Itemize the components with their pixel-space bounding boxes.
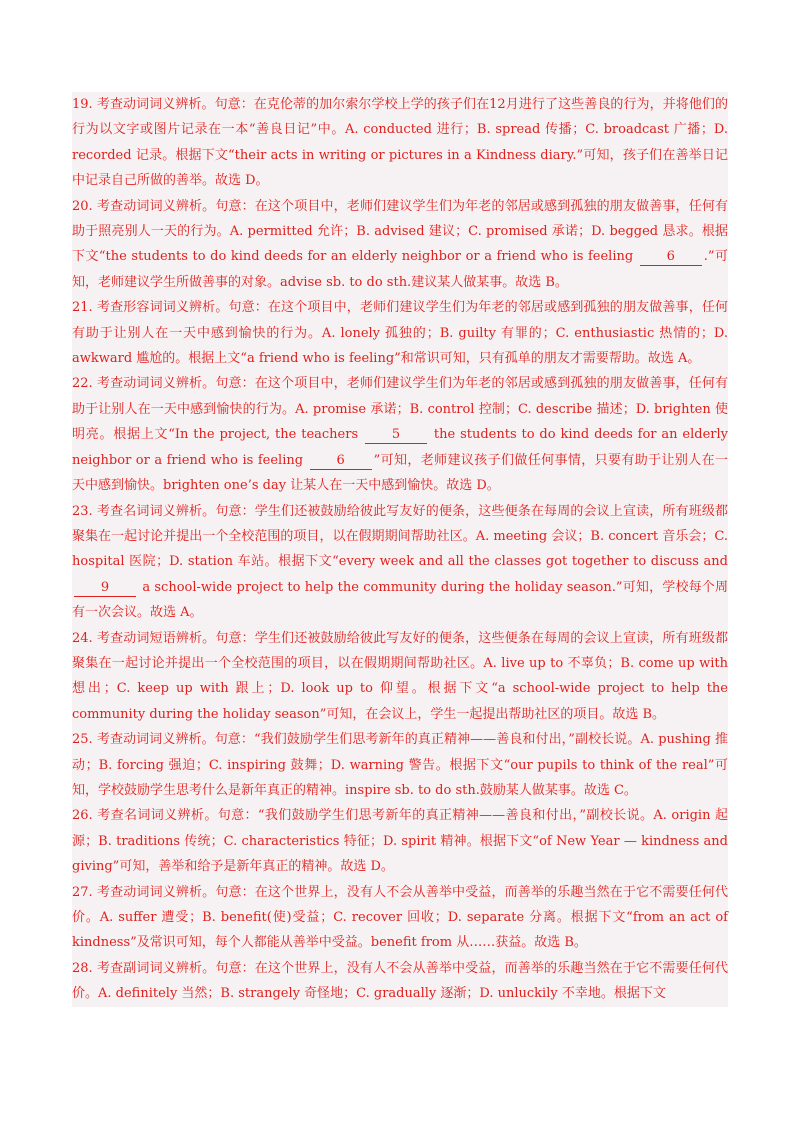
explanation-text: ”可知，老师建议孩子们做任何事情，只要有助于让别人在一天中感到愉快。brighten one’s day 让某人在一天中感到愉快。故选 D。	[72, 452, 728, 494]
item-number: 24.	[72, 630, 97, 646]
blank-number: 6	[640, 249, 702, 266]
item-number: 19.	[72, 97, 97, 112]
explanation-text: 考查名词词义辨析。句意：“我们鼓励学生们思考新年的真正精神——善良和付出，”副校长说。A. origin 起源；B. traditions 传统；C. characteristics 特征；D. spirit 精神。根据下文“of New Year — kindness and giving”可知，善举和给予是新年真正的精神。故选 D。	[72, 808, 728, 875]
item-number: 22.	[72, 376, 97, 392]
explanation-text: .”可知，老师建议学生所做善事的对象。advise sb. to do sth.建议某人做某事。故选 B。	[72, 249, 728, 290]
item-number: 28.	[72, 960, 97, 976]
explanation-item	[72, 880, 728, 956]
item-number: 23.	[72, 503, 97, 519]
explanation-item	[72, 803, 728, 879]
item-number: 25.	[72, 732, 97, 748]
explanation-item	[72, 92, 728, 194]
explanation-text: 考查形容词词义辨析。句意：在这个项目中，老师们建议学生们为年老的邻居或感到孤独的朋友做善事，任何有助于让别人在一天中感到愉快的行为。A. lonely 孤独的；B. guilty 有罪的；C. enthusiastic 热情的；D. awkward 尴尬的。根据上文“a friend who is feeling”和常识可知，只有孤单的朋友才需要帮助。故选 A。	[72, 300, 728, 367]
item-number: 20.	[72, 198, 97, 214]
answer-explanations	[72, 92, 728, 1007]
explanation-text: 考查动词词义辨析。句意：在这个项目中，老师们建议学生们为年老的邻居或感到孤独的朋友做善事，任何有助于照亮别人一天的行为。A. permitted 允许；B. advised 建议；C. promised 承诺；D. begged 恳求。根据下文“the students to do kind deeds for an elderly neighbor or a friend who is feeling	[72, 198, 728, 265]
explanation-text: 考查动词短语辨析。句意：学生们还被鼓励给彼此写友好的便条，这些便条在每周的会议上宣读，所有班级都聚集在一起讨论并提出一个全校范围的项目，以在假期期间帮助社区。A. live up to 不辜负；B. come up with 想出；C. keep up with 跟上；D. look up to 仰望。根据下文“a school-wide project to help the community during the holiday season”可知，在会议上，学生一起提出帮助社区的项目。故选 B。	[72, 630, 728, 722]
item-number: 27.	[72, 884, 97, 900]
item-number: 26.	[72, 808, 98, 824]
explanation-item	[72, 295, 728, 371]
explanation-text: 考查动词词义辨析。句意：“我们鼓励学生们思考新年的真正精神——善良和付出，”副校长说。A. pushing 推动；B. forcing 强迫；C. inspiring 鼓舞；D. warning 警告。根据下文“our pupils to think of the real”可知，学校鼓励学生思考什么是新年真正的精神。inspire sb. to do sth.鼓励某人做某事。故选 C。	[72, 732, 729, 798]
explanation-text: 考查副词词义辨析。句意：在这个世界上，没有人不会从善举中受益，而善举的乐趣当然在于它不需要任何代价。A. definitely 当然；B. strangely 奇怪地；C. gradually 逐渐；D. unluckily 不幸地。根据下文	[72, 960, 728, 1002]
explanation-item	[72, 194, 728, 296]
explanation-text: 考查动词词义辨析。句意：在克伦蒂的加尔索尔学校上学的孩子们在12月进行了这些善良的行为，并将他们的行为以文字或图片记录在一本“善良日记”中。A. conducted 进行；B. spread 传播；C. broadcast 广播；D. recorded 记录。根据下文“their acts in writing or pictures in a Kindness diary.”可知，孩子们在善举日记中记录自己所做的善举。故选 D。	[72, 97, 728, 189]
explanation-item	[72, 499, 728, 626]
item-number: 21.	[72, 300, 97, 316]
explanation-text: the students to do kind deeds for an elderly neighbor or a friend who is feeling	[72, 427, 728, 468]
explanation-text: 考查名词词义辨析。句意：学生们还被鼓励给彼此写友好的便条，这些便条在每周的会议上宣读，所有班级都聚集在一起讨论并提出一个全校范围的项目，以在假期期间帮助社区。A. meeting 会议；B. concert 音乐会；C. hospital 医院；D. station 车站。根据下文“every week and all the classes got together to discuss and	[72, 503, 728, 570]
explanation-item	[72, 371, 728, 498]
blank-number: 9	[74, 580, 136, 597]
explanation-item	[72, 727, 728, 803]
explanation-item	[72, 626, 728, 728]
explanation-text: 考查动词词义辨析。句意：在这个项目中，老师们建议学生们为年老的邻居或感到孤独的朋友做善事，任何有助于让别人在一天中感到愉快的行为。A. promise 承诺；B. control 控制；C. describe 描述；D. brighten 使明亮。根据上文“In the project, the teachers	[72, 376, 728, 443]
blank-number: 5	[365, 427, 427, 444]
explanation-text: 考查动词词义辨析。句意：在这个世界上，没有人不会从善举中受益，而善举的乐趣当然在于它不需要任何代价。A. suffer 遭受；B. benefit(使)受益；C. recover 回收；D. separate 分离。根据下文“from an act of kindness”及常识可知，每个人都能从善举中受益。benefit from 从……获益。故选 B。	[72, 884, 728, 951]
explanation-item	[72, 956, 728, 1007]
blank-number: 6	[310, 453, 372, 470]
explanation-text: a school-wide project to help the community during the holiday season.”可知，学校每个周有一次会议。故选 A。	[72, 579, 728, 621]
